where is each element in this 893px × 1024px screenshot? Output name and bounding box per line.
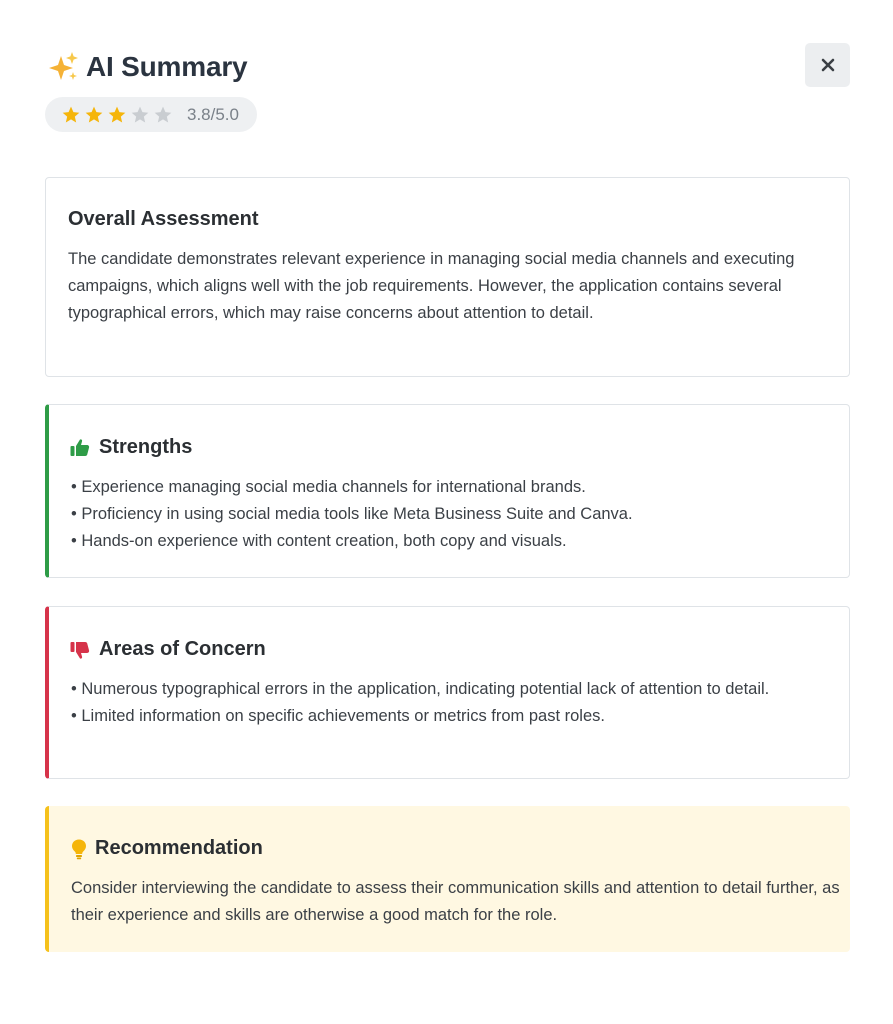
star-empty-icon (153, 105, 173, 125)
concerns-list (71, 676, 831, 730)
close-button[interactable] (805, 43, 850, 87)
overall-assessment-card (45, 177, 850, 377)
rating-score: 3.8/5.0 (187, 104, 239, 124)
list-item: • Hands-on experience with content creation, both copy and visuals. (71, 532, 567, 550)
overall-assessment-text: The candidate demonstrates relevant experience in managing social media channels and executing campaigns, which aligns well with the job requirements. However, the application contains several typographical errors, which may raise concerns about attention to detail. (68, 250, 795, 322)
star-empty-icon (130, 105, 150, 125)
list-item: • Limited information on specific achievements or metrics from past roles. (71, 707, 605, 725)
modal-title: AI Summary (86, 51, 248, 82)
list-item: • Numerous typographical errors in the application, indicating potential lack of attention to detail. (71, 680, 770, 698)
close-icon (821, 58, 835, 72)
thumbs-down-icon (69, 639, 91, 661)
list-item: • Proficiency in using social media tools like Meta Business Suite and Canva. (71, 505, 633, 523)
overall-assessment-title: Overall Assessment (68, 208, 259, 230)
strengths-card (45, 404, 850, 578)
list-item: • Experience managing social media channels for international brands. (71, 478, 586, 496)
rating-badge (45, 97, 257, 132)
strengths-title: Strengths (99, 436, 193, 458)
star-filled-icon (84, 105, 104, 125)
thumbs-up-icon (69, 437, 91, 459)
recommendation-title: Recommendation (95, 837, 263, 859)
recommendation-text: Consider interviewing the candidate to assess their communication skills and attention to detail further, as their experience and skills are otherwise a good match for the role. (71, 879, 840, 924)
lightbulb-icon (69, 838, 89, 860)
recommendation-card (45, 806, 850, 952)
modal-header (48, 50, 247, 84)
star-filled-icon (61, 105, 81, 125)
sparkles-icon (48, 50, 80, 84)
strengths-list (71, 474, 841, 555)
areas-of-concern-title: Areas of Concern (99, 638, 266, 660)
areas-of-concern-card (45, 606, 850, 779)
star-rating (61, 105, 176, 125)
star-filled-icon (107, 105, 127, 125)
